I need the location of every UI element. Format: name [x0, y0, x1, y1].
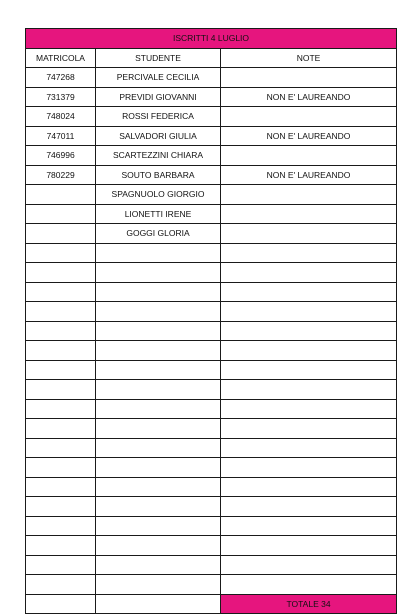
matricola-cell — [26, 438, 96, 458]
matricola-cell — [26, 477, 96, 497]
matricola-cell — [26, 341, 96, 361]
note-cell — [221, 107, 397, 127]
note-cell — [221, 477, 397, 497]
note-cell — [221, 360, 397, 380]
total-row-empty-cell — [96, 594, 221, 614]
note-cell — [221, 419, 397, 439]
column-header-matricola: MATRICOLA — [26, 48, 96, 68]
matricola-cell — [26, 419, 96, 439]
note-cell — [221, 68, 397, 88]
column-header-studente: STUDENTE — [96, 48, 221, 68]
enrollment-table — [25, 28, 397, 614]
matricola-cell: 780229 — [26, 165, 96, 185]
matricola-cell — [26, 497, 96, 517]
table-row — [26, 399, 397, 419]
table-row — [26, 575, 397, 595]
table-row — [26, 204, 397, 224]
note-cell — [221, 575, 397, 595]
table-row — [26, 282, 397, 302]
studente-cell — [96, 263, 221, 283]
studente-cell — [96, 536, 221, 556]
studente-cell: GOGGI GLORIA — [96, 224, 221, 244]
studente-cell — [96, 380, 221, 400]
studente-cell — [96, 516, 221, 536]
note-cell: NON E' LAUREANDO — [221, 165, 397, 185]
studente-cell — [96, 302, 221, 322]
studente-cell — [96, 458, 221, 478]
matricola-cell — [26, 555, 96, 575]
studente-cell: PREVIDI GIOVANNI — [96, 87, 221, 107]
note-cell — [221, 516, 397, 536]
table-row — [26, 341, 397, 361]
table-row — [26, 536, 397, 556]
matricola-cell — [26, 321, 96, 341]
matricola-cell — [26, 516, 96, 536]
table-row — [26, 438, 397, 458]
note-cell — [221, 224, 397, 244]
matricola-cell — [26, 185, 96, 205]
matricola-cell — [26, 380, 96, 400]
studente-cell — [96, 360, 221, 380]
studente-cell — [96, 575, 221, 595]
studente-cell — [96, 477, 221, 497]
matricola-cell — [26, 302, 96, 322]
studente-cell: LIONETTI IRENE — [96, 204, 221, 224]
matricola-cell — [26, 575, 96, 595]
note-cell — [221, 458, 397, 478]
note-cell — [221, 321, 397, 341]
note-cell — [221, 341, 397, 361]
studente-cell: SALVADORI GIULIA — [96, 126, 221, 146]
table-row — [26, 126, 397, 146]
header-row — [26, 48, 397, 68]
total-row — [26, 594, 397, 614]
matricola-cell: 731379 — [26, 87, 96, 107]
table-row — [26, 243, 397, 263]
matricola-cell — [26, 263, 96, 283]
studente-cell — [96, 497, 221, 517]
note-cell — [221, 438, 397, 458]
table-row — [26, 165, 397, 185]
note-cell — [221, 146, 397, 166]
note-cell — [221, 243, 397, 263]
table-row — [26, 516, 397, 536]
matricola-cell — [26, 458, 96, 478]
matricola-cell — [26, 536, 96, 556]
total-cell: TOTALE 34 — [221, 594, 397, 614]
note-cell — [221, 185, 397, 205]
studente-cell — [96, 282, 221, 302]
table-row — [26, 497, 397, 517]
studente-cell: PERCIVALE CECILIA — [96, 68, 221, 88]
matricola-cell — [26, 243, 96, 263]
table-row — [26, 87, 397, 107]
table-title: ISCRITTI 4 LUGLIO — [26, 29, 397, 49]
note-cell — [221, 302, 397, 322]
studente-cell — [96, 419, 221, 439]
studente-cell — [96, 399, 221, 419]
table-row — [26, 146, 397, 166]
matricola-cell: 748024 — [26, 107, 96, 127]
note-cell — [221, 263, 397, 283]
studente-cell: ROSSI FEDERICA — [96, 107, 221, 127]
matricola-cell: 747268 — [26, 68, 96, 88]
note-cell — [221, 380, 397, 400]
matricola-cell — [26, 204, 96, 224]
studente-cell — [96, 321, 221, 341]
studente-cell: SOUTO BARBARA — [96, 165, 221, 185]
total-row-empty-cell — [26, 594, 96, 614]
note-cell — [221, 536, 397, 556]
note-cell — [221, 204, 397, 224]
matricola-cell — [26, 360, 96, 380]
table-row — [26, 458, 397, 478]
note-cell — [221, 282, 397, 302]
column-header-note: NOTE — [221, 48, 397, 68]
table-row — [26, 555, 397, 575]
matricola-cell — [26, 224, 96, 244]
studente-cell — [96, 243, 221, 263]
matricola-cell — [26, 399, 96, 419]
table-row — [26, 224, 397, 244]
matricola-cell: 747011 — [26, 126, 96, 146]
studente-cell — [96, 555, 221, 575]
studente-cell — [96, 341, 221, 361]
title-row — [26, 29, 397, 49]
table-row — [26, 321, 397, 341]
note-cell — [221, 399, 397, 419]
table-row — [26, 302, 397, 322]
table-row — [26, 360, 397, 380]
note-cell — [221, 497, 397, 517]
table-row — [26, 477, 397, 497]
table-row — [26, 263, 397, 283]
matricola-cell — [26, 282, 96, 302]
table-body — [26, 68, 397, 595]
table-row — [26, 185, 397, 205]
studente-cell — [96, 438, 221, 458]
note-cell: NON E' LAUREANDO — [221, 87, 397, 107]
studente-cell: SCARTEZZINI CHIARA — [96, 146, 221, 166]
matricola-cell: 746996 — [26, 146, 96, 166]
table-row — [26, 68, 397, 88]
table-row — [26, 107, 397, 127]
note-cell: NON E' LAUREANDO — [221, 126, 397, 146]
table-row — [26, 380, 397, 400]
table-row — [26, 419, 397, 439]
note-cell — [221, 555, 397, 575]
studente-cell: SPAGNUOLO GIORGIO — [96, 185, 221, 205]
